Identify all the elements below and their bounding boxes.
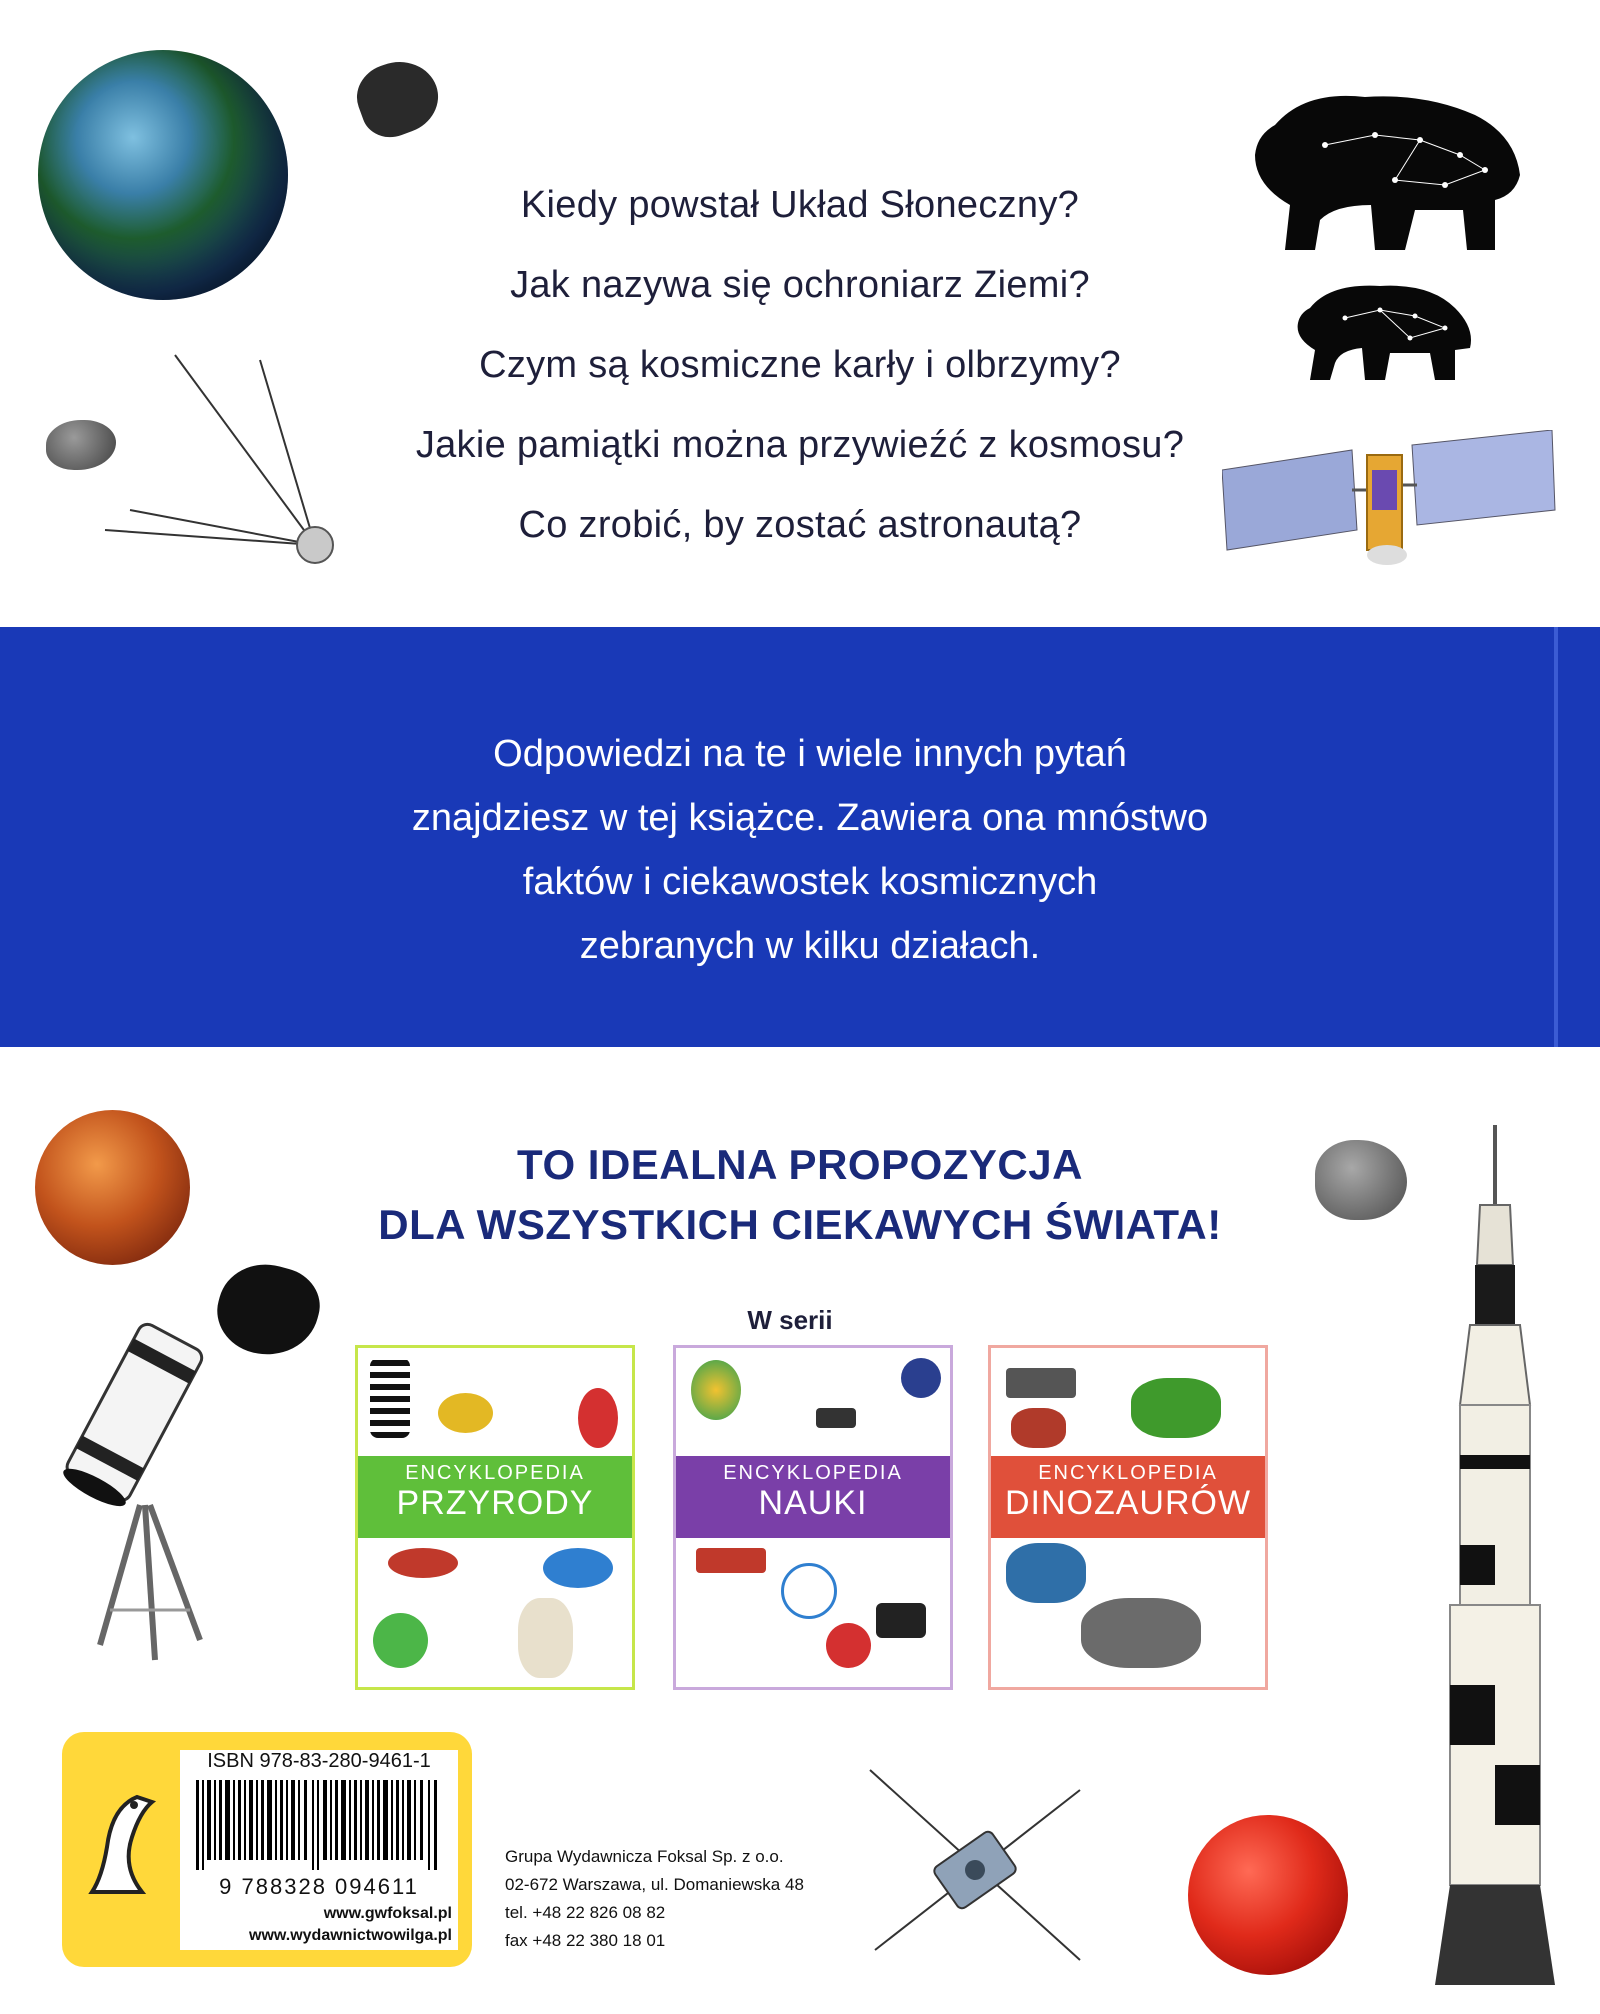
- website-gwfoksal[interactable]: www.gwfoksal.pl: [323, 1905, 452, 1922]
- dinosaur-red-image: [1011, 1408, 1066, 1448]
- book-title-1: ENCYKLOPEDIA: [1038, 1462, 1218, 1484]
- questions-list: [300, 165, 1300, 565]
- barcode: [194, 1780, 442, 1870]
- publisher-tel: tel. +48 22 826 08 82: [505, 1903, 666, 1922]
- publisher-address: 02-672 Warszawa, ul. Domaniewska 48: [505, 1875, 804, 1894]
- barcode-number: 9 788328 094611: [219, 1874, 419, 1899]
- little-bear-constellation-image: [1290, 278, 1480, 383]
- book-title-1: ENCYKLOPEDIA: [405, 1462, 585, 1484]
- question-4: Jakie pamiątki można przywieźć z kosmosu?: [415, 424, 1185, 466]
- earth-image: [38, 50, 288, 300]
- atom-image: [781, 1563, 837, 1619]
- description-line-1: Odpowiedzi na te i wiele innych pytań: [493, 733, 1127, 775]
- dinosaur-green-image: [1131, 1378, 1221, 1438]
- spine-line: [1554, 627, 1558, 1047]
- book-cover-dinozaurow: [988, 1345, 1268, 1690]
- balloon-image: [691, 1360, 741, 1420]
- book-title-1: ENCYKLOPEDIA: [723, 1462, 903, 1484]
- question-2: Jak nazywa się ochroniarz Ziemi?: [510, 264, 1090, 306]
- rocket-image: [1425, 1125, 1565, 2005]
- book-title-band: [991, 1456, 1265, 1538]
- bird-image: [438, 1393, 493, 1433]
- frog-image: [373, 1613, 428, 1668]
- publisher-info: [505, 1843, 804, 1955]
- question-1: Kiedy powstał Układ Słoneczny?: [520, 184, 1080, 226]
- skeleton-image: [1006, 1368, 1076, 1398]
- barcode-area: [180, 1750, 458, 1950]
- description-text: [260, 722, 1360, 978]
- headline: [300, 1135, 1300, 1255]
- isbn-number: ISBN 978-83-280-9461-1: [207, 1750, 431, 1772]
- publisher-name: Grupa Wydawnicza Foksal Sp. z o.o.: [505, 1847, 784, 1866]
- parrot-image: [578, 1388, 618, 1448]
- small-satellite-image: [860, 1760, 1090, 1970]
- description-band: [0, 627, 1600, 1047]
- zebra-image: [370, 1358, 410, 1438]
- question-3: Czym są kosmiczne karły i olbrzymy?: [479, 344, 1121, 386]
- mars-image: [1188, 1815, 1348, 1975]
- asteroid-grey-right: [1315, 1140, 1407, 1220]
- book-title-2: NAUKI: [758, 1484, 868, 1522]
- question-5: Co zrobić, by zostać astronautą?: [518, 504, 1082, 546]
- book-title-2: PRZYRODY: [396, 1484, 594, 1522]
- description-line-4: zebranych w kilku działach.: [579, 925, 1041, 967]
- venus-image: [35, 1110, 190, 1265]
- ball-image: [826, 1623, 871, 1668]
- llama-image: [518, 1598, 573, 1678]
- book-title-band: [676, 1456, 950, 1538]
- series-label: W serii: [747, 1305, 833, 1335]
- drone-image: [816, 1408, 856, 1428]
- book-cover-nauki: [673, 1345, 953, 1690]
- asteroid-dark: [348, 50, 448, 145]
- book-title-band: [358, 1456, 632, 1538]
- headline-line-1: TO IDEALNA PROPOZYCJA: [517, 1141, 1083, 1188]
- plane-image: [696, 1548, 766, 1573]
- planet-image: [901, 1358, 941, 1398]
- brachiosaurus-image: [1081, 1598, 1201, 1668]
- description-line-3: faktów i ciekawostek kosmicznych: [522, 861, 1098, 903]
- wilga-logo: [82, 1787, 162, 1907]
- phone-image: [876, 1603, 926, 1638]
- lizard-image: [388, 1548, 458, 1578]
- spinosaurus-image: [1006, 1543, 1086, 1603]
- headline-line-2: DLA WSZYSTKICH CIEKAWYCH ŚWIATA!: [378, 1201, 1222, 1248]
- publisher-fax: fax +48 22 380 18 01: [505, 1931, 666, 1950]
- telescope-image: [60, 1315, 245, 1690]
- book-title-2: DINOZAURÓW: [1004, 1484, 1252, 1522]
- description-line-2: znajdziesz w tej książce. Zawiera ona mnóstwo: [411, 797, 1209, 839]
- fish-image: [543, 1548, 613, 1588]
- website-wilga[interactable]: www.wydawnictwowilga.pl: [249, 1927, 452, 1944]
- book-cover-przyrody: [355, 1345, 635, 1690]
- isbn-block: [62, 1732, 472, 1967]
